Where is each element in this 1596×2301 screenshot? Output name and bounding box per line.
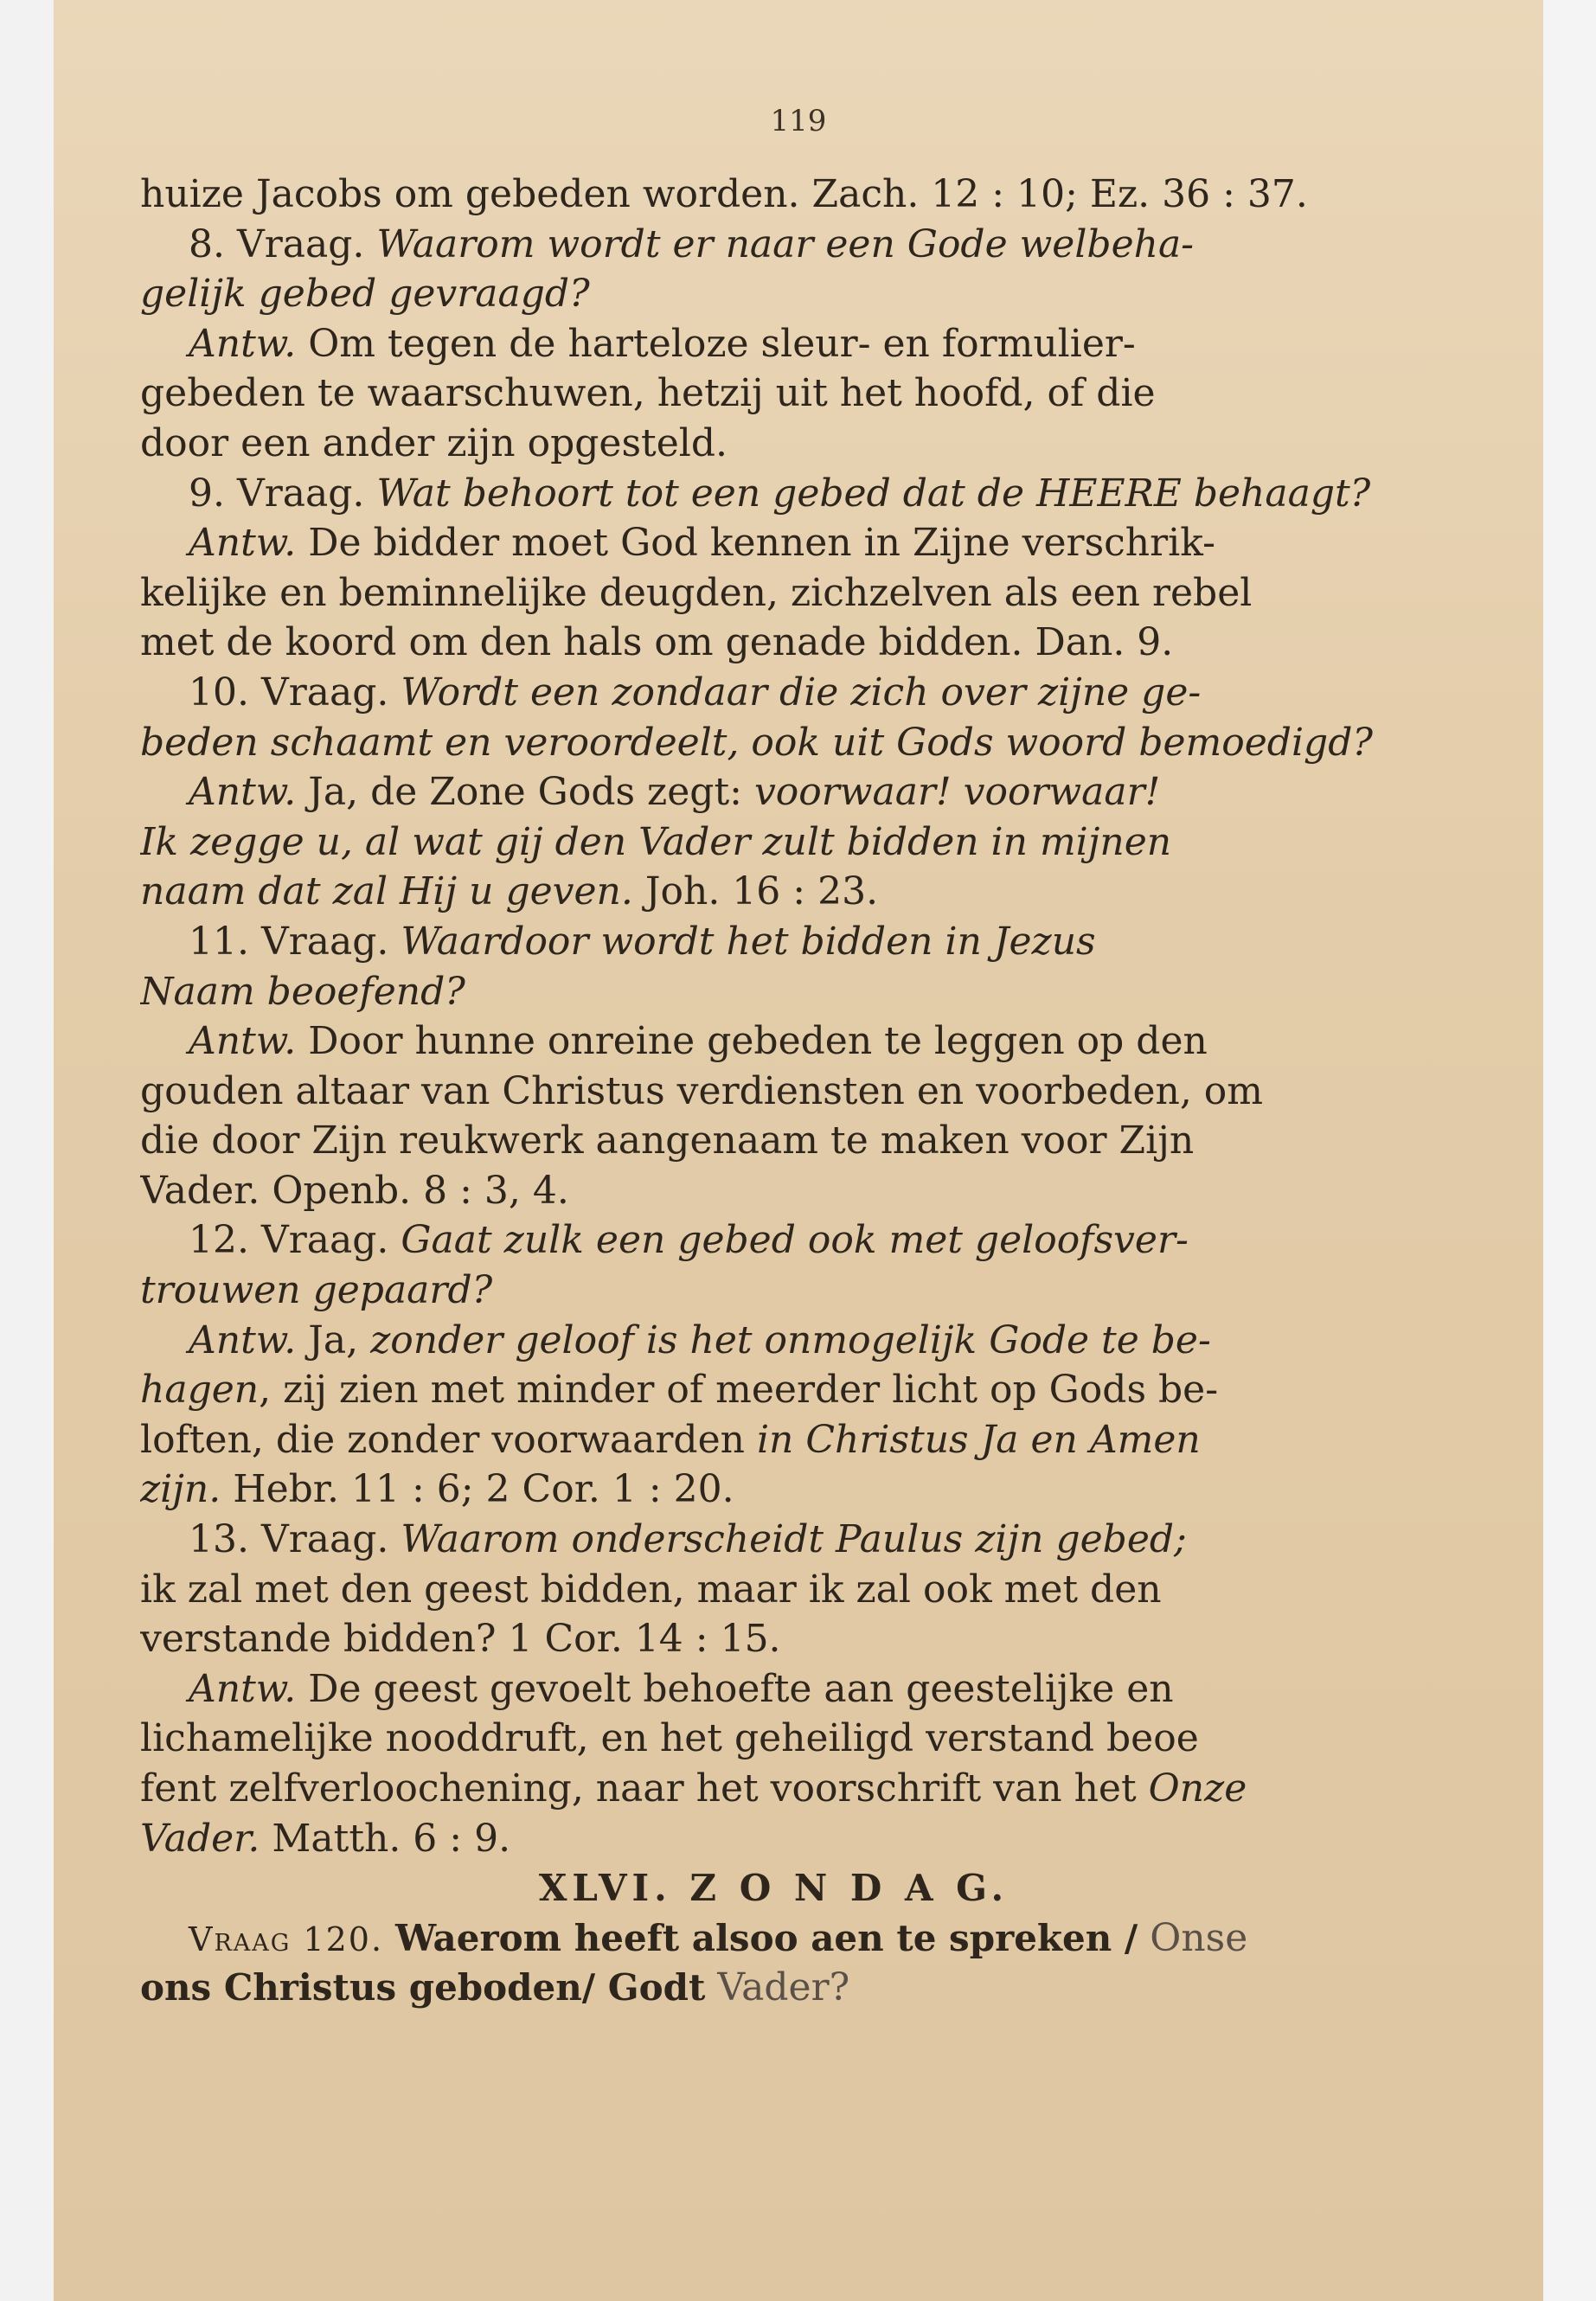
text-line xyxy=(140,1116,1407,1166)
text-line xyxy=(140,419,1407,469)
scan-margin-right xyxy=(1543,0,1596,2301)
line-text: ik zal met den geest bidden, maar ik zal ook met den xyxy=(140,1567,1162,1612)
italic-text: gelijk gebed gevraagd? xyxy=(140,272,590,317)
line-text: huize Jacobs om gebeden worden. Zach. 12 : 10; Ez. 36 : 37. xyxy=(140,172,1308,216)
answer-label: Antw. xyxy=(189,1317,297,1362)
text-line xyxy=(140,1215,1407,1266)
italic-text: in Christus Ja en Amen xyxy=(756,1417,1201,1462)
answer-label: Antw. xyxy=(189,321,297,366)
text-line xyxy=(140,1365,1407,1415)
text-line xyxy=(140,917,1407,967)
text-line xyxy=(140,618,1407,668)
italic-text: Wat behoort tot een gebed dat de HEERE behaagt? xyxy=(364,471,1371,516)
text-line xyxy=(140,469,1407,519)
line-text: 8. Vraag. xyxy=(189,221,365,266)
text-line xyxy=(140,1067,1407,1117)
text-line xyxy=(140,867,1407,917)
answer-label: Antw. xyxy=(189,521,297,566)
line-text: Ja, xyxy=(296,1317,371,1362)
line-text: , zij zien met minder of meerder licht op Gods be- xyxy=(259,1368,1219,1413)
question-120-line-2 xyxy=(140,1963,1407,2013)
text-line xyxy=(140,269,1407,319)
line-text: Om tegen de harteloze sleur- en formulier- xyxy=(296,321,1136,366)
page-number: 119 xyxy=(770,104,827,138)
line-text: verstande bidden? 1 Cor. 14 : 15. xyxy=(140,1617,781,1662)
italic-text: Waarom onderscheidt Paulus zijn gebed; xyxy=(388,1517,1187,1562)
line-text: Ja, de Zone Gods zegt: xyxy=(296,770,754,815)
italic-text: zonder geloof is het onmogelijk Gode te be- xyxy=(370,1317,1211,1362)
book-page xyxy=(54,0,1543,2301)
question-120-plain-2: Vader? xyxy=(717,1965,850,2010)
italic-text: trouwen gepaard? xyxy=(140,1268,493,1313)
answer-label: Antw. xyxy=(189,770,297,815)
text-line xyxy=(140,1016,1407,1067)
line-text: gouden altaar van Christus verdiensten en voorbeden, om xyxy=(140,1068,1264,1113)
text-line xyxy=(140,668,1407,718)
text-line xyxy=(140,767,1407,817)
line-text: Joh. 16 : 23. xyxy=(632,869,879,914)
text-line xyxy=(140,817,1407,868)
line-text: door een ander zijn opgesteld. xyxy=(140,420,727,465)
italic-text: Waarom wordt er naar een Gode welbeha- xyxy=(364,221,1195,266)
answer-label: Antw. xyxy=(189,1019,297,1064)
line-text: 11. Vraag. xyxy=(189,919,389,964)
line-text: fent zelfverloochening, naar het voorschrift van het xyxy=(140,1766,1149,1811)
italic-text: Gaat zulk een gebed ook met geloofsver- xyxy=(388,1218,1189,1263)
text-line xyxy=(140,319,1407,369)
text-line xyxy=(140,967,1407,1017)
text-line xyxy=(140,1166,1407,1216)
text-line xyxy=(140,1415,1407,1465)
text-line xyxy=(140,1316,1407,1366)
line-text: gebeden te waarschuwen, hetzij uit het hoofd, of die xyxy=(140,371,1156,416)
italic-text: beden schaamt en veroordeelt, ook uit Gods woord bemoedigd? xyxy=(140,720,1373,765)
line-text: kelijke en beminnelijke deugden, zichzelven als een rebel xyxy=(140,570,1253,615)
italic-text: naam dat zal Hij u geven. xyxy=(140,869,633,914)
text-line xyxy=(140,1565,1407,1615)
line-text: Matth. 6 : 9. xyxy=(260,1816,511,1861)
italic-text: Onze xyxy=(1148,1766,1247,1811)
text-line xyxy=(140,369,1407,419)
scan-margin-left xyxy=(0,0,54,2301)
text-line xyxy=(140,1266,1407,1316)
question-120-gothic-2: ons Christus geboden/ Godt xyxy=(140,1966,706,2009)
text-line xyxy=(140,220,1407,270)
italic-text: hagen xyxy=(140,1368,260,1413)
text-line xyxy=(140,518,1407,568)
question-120-label: Vraag 120. xyxy=(189,1920,384,1958)
text-line xyxy=(140,1814,1407,1864)
line-text: Vader. Openb. 8 : 3, 4. xyxy=(140,1168,569,1213)
line-text: 12. Vraag. xyxy=(189,1218,389,1263)
text-line xyxy=(140,568,1407,619)
answer-label: Antw. xyxy=(189,1666,297,1711)
question-120-plain-1: Onse xyxy=(1150,1915,1248,1960)
text-line xyxy=(140,1465,1407,1515)
italic-text: Waardoor wordt het bidden in Jezus xyxy=(388,919,1096,964)
text-line xyxy=(140,1714,1407,1764)
italic-text: Wordt een zondaar die zich over zijne ge- xyxy=(388,670,1202,715)
italic-text: Vader. xyxy=(140,1816,260,1861)
line-text: loften, die zonder voorwaarden xyxy=(140,1417,757,1462)
italic-text: Ik zegge u, al wat gij den Vader zult bidden in mijnen xyxy=(140,819,1172,864)
text-line xyxy=(140,170,1407,220)
line-text: lichamelijke nooddruft, en het geheiligd verstand beoe xyxy=(140,1716,1199,1761)
text-lines xyxy=(140,170,1407,1863)
italic-text: zijn. xyxy=(140,1467,221,1512)
question-120-gothic-1: Waerom heeft alsoo aen te spreken / xyxy=(395,1916,1138,1959)
line-text: De bidder moet God kennen in Zijne verschrik- xyxy=(296,521,1216,566)
text-line xyxy=(140,718,1407,768)
line-text: Door hunne onreine gebeden te leggen op den xyxy=(296,1019,1208,1064)
text-line xyxy=(140,1664,1407,1715)
italic-text: voorwaar! voorwaar! xyxy=(753,770,1161,815)
line-text: 9. Vraag. xyxy=(189,471,365,516)
text-line xyxy=(140,1515,1407,1565)
line-text: met de koord om den hals om genade bidden. Dan. 9. xyxy=(140,620,1174,665)
text-line xyxy=(140,1614,1407,1664)
page-body xyxy=(140,170,1407,2013)
question-120-line-1 xyxy=(140,1913,1407,1964)
line-text: die door Zijn reukwerk aangenaam te maken voor Zijn xyxy=(140,1118,1195,1163)
section-heading: XLVI. Z O N D A G. xyxy=(538,1867,1010,1910)
line-text: De geest gevoelt behoefte aan geestelijke en xyxy=(296,1666,1174,1711)
line-text: 13. Vraag. xyxy=(189,1517,389,1562)
line-text: 10. Vraag. xyxy=(189,670,389,715)
line-text: Hebr. 11 : 6; 2 Cor. 1 : 20. xyxy=(221,1467,734,1512)
text-line xyxy=(140,1764,1407,1814)
italic-text: Naam beoefend? xyxy=(140,969,465,1014)
